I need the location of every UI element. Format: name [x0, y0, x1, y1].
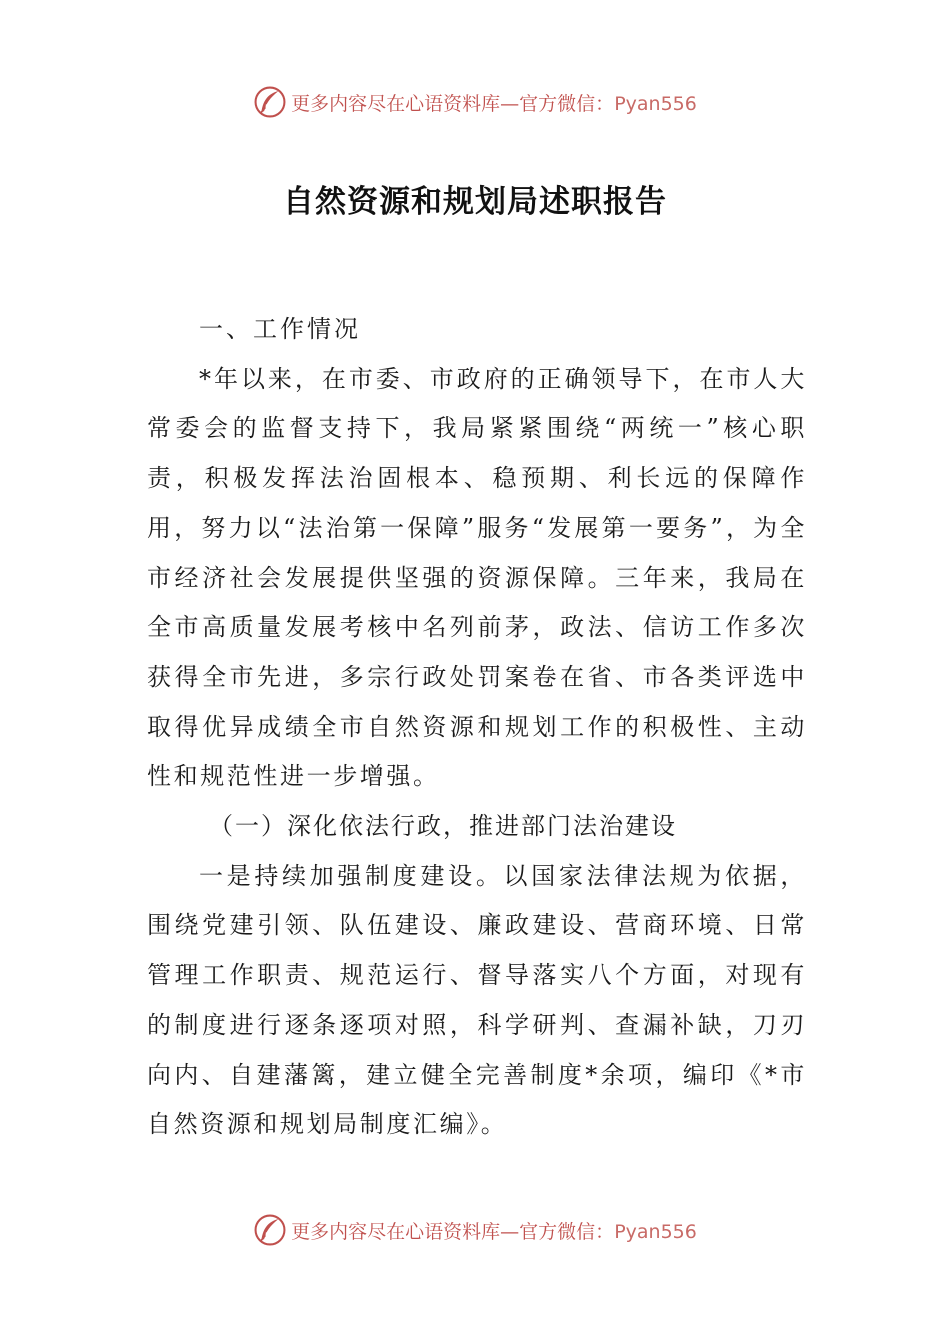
feather-pen-icon — [253, 85, 287, 119]
body-paragraph: 一是持续加强制度建设。以国家法律法规为依据，围绕党建引领、队伍建设、廉政建设、营商环境、日常管理工作职责、规范运行、督导落实八个方面，对现有的制度进行逐条逐项对照，科学研判、查漏补缺，刀刃向内、自建藩篱，建立健全完善制度*余项，编印《*市自然资源和规划局制度汇编》。 — [147, 861, 807, 1139]
watermark-wechat-id: Pyan556 — [614, 92, 697, 115]
body-paragraph: *年以来，在市委、市政府的正确领导下，在市人大常委会的监督支持下，我局紧紧围绕“两统一”核心职责，积极发挥法治固根本、稳预期、利长远的保障作用，努力以“法治第一保障”服务“发展第一要务”，为全市经济社会发展提供坚强的资源保障。三年来，我局在全市高质量发展考核中名列前茅，政法、信访工作多次获得全市先进，多宗行政处罚案卷在省、市各类评选中取得优异成绩全市自然资源和规划工作的积极性、主动性和规范性进一步增强。 — [147, 364, 807, 791]
watermark-text — [291, 89, 697, 116]
watermark-wechat-label: 官方微信： — [519, 92, 615, 115]
watermark-main-text: 更多内容尽在心语资料库 — [291, 1220, 501, 1243]
watermark-wechat-label: 官方微信： — [519, 1220, 615, 1243]
subsection-heading: （一）深化依法行政，推进部门法治建设 — [209, 812, 677, 841]
header-watermark — [0, 82, 950, 122]
document-body — [147, 305, 807, 1150]
watermark-main-text: 更多内容尽在心语资料库 — [291, 92, 501, 115]
watermark-wechat-id: Pyan556 — [614, 1220, 697, 1243]
watermark-dash: — — [500, 92, 520, 115]
document-title: 自然资源和规划局述职报告 — [283, 184, 667, 220]
feather-pen-icon — [253, 1213, 287, 1247]
section-heading: 一、工作情况 — [199, 315, 361, 343]
footer-watermark — [0, 1210, 950, 1250]
watermark-dash: — — [500, 1220, 520, 1243]
watermark-text — [291, 1217, 697, 1244]
